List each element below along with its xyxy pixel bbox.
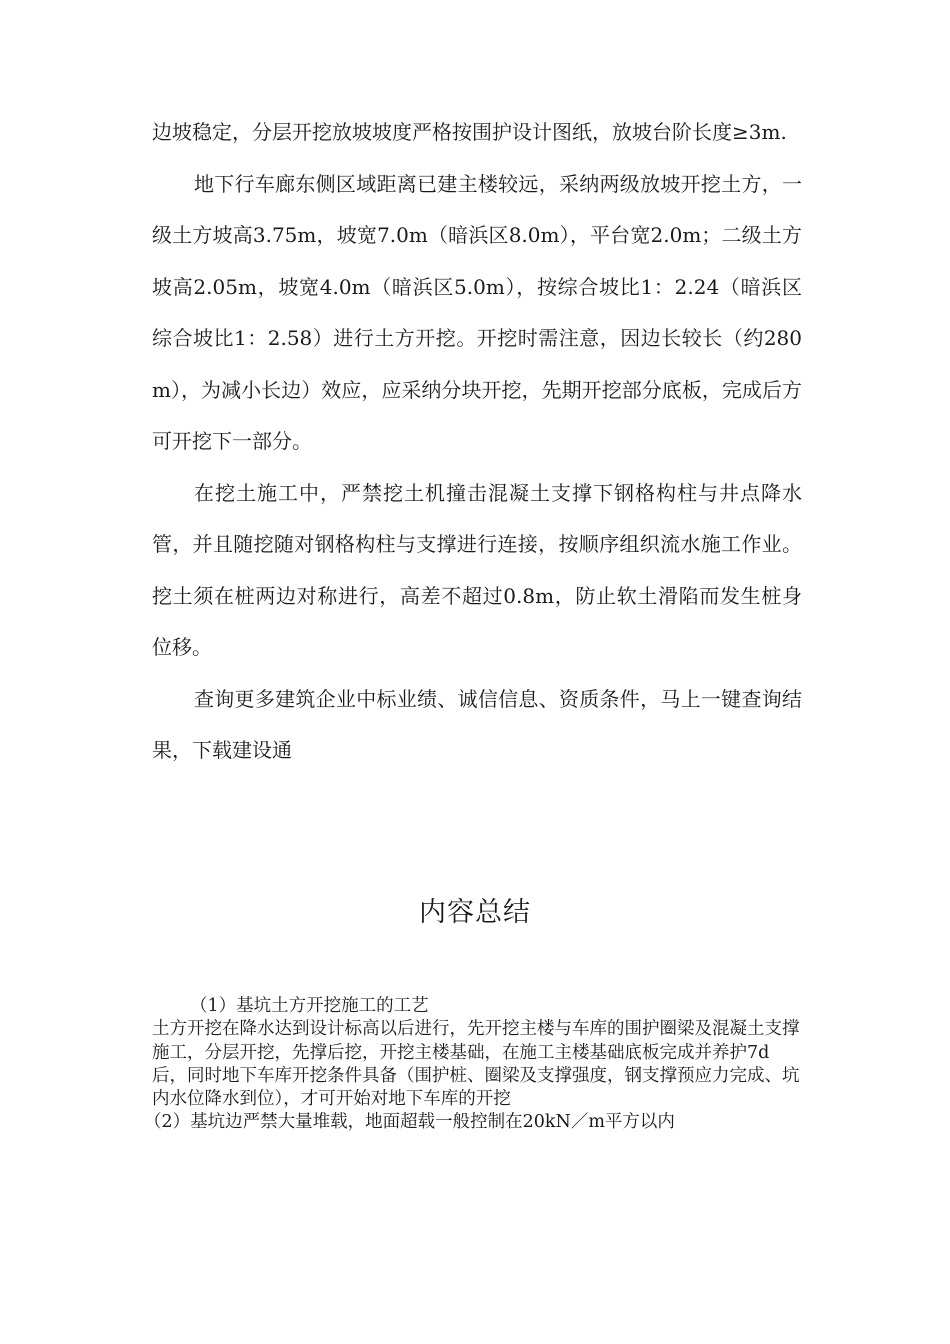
paragraph-slope-stability: 边坡稳定，分层开挖放坡坡度严格按围护设计图纸，放坡台阶长度≥3m. [152, 120, 787, 144]
summary-heading-1: （1）基坑土方开挖施工的工艺 [190, 996, 429, 1016]
paragraph-promo: 查询更多建筑企业中标业绩、诚信信息、资质条件，马上一键查询结果，下载建设通 [152, 686, 802, 762]
summary-title: 内容总结 [419, 897, 531, 928]
paragraph-east-area-excavation: 地下行车廊东侧区域距离已建主楼较远，采纳两级放坡开挖土方，一级土方坡高3.75m，坡宽7.0m（暗浜区8.0m），平台宽2.0m；二级土方坡高2.05m，坡宽4.0m（暗浜区5.0m），按综合坡比1：2.24（暗浜区综合坡比1：2.58）进行土方开挖。开挖时需注意，因边长较长（约280m），为减小长边）效应，应采纳分块开挖，先期开挖部分底板，完成后方可开挖下一部分。 [152, 171, 802, 453]
summary-body-1: 土方开挖在降水达到设计标高以后进行，先开挖主楼与车库的围护圈梁及混凝土支撑施工，分层开挖，先撑后挖，开挖主楼基础，在施工主楼基础底板完成并养护7d后，同时地下车库开挖条件具备（围护桩、圈梁及支撑强度，钢支撑预应力完成、坑内水位降水到位），才可开始对地下车库的开挖 [152, 1019, 800, 1110]
summary-item-2: （2）基坑边严禁大量堆载，地面超载一般控制在20kN／m平方以内 [144, 1112, 675, 1133]
paragraph-excavation-precautions: 在挖土施工中，严禁挖土机撞击混凝土支撑下钢格构柱与井点降水管，并且随挖随对钢格构柱与支撑进行连接，按顺序组织流水施工作业。挖土须在桩两边对称进行，高差不超过0.8m，防止软土滑陷而发生桩身位移。 [152, 480, 802, 659]
body-text [152, 107, 802, 777]
summary-section [144, 995, 802, 1135]
